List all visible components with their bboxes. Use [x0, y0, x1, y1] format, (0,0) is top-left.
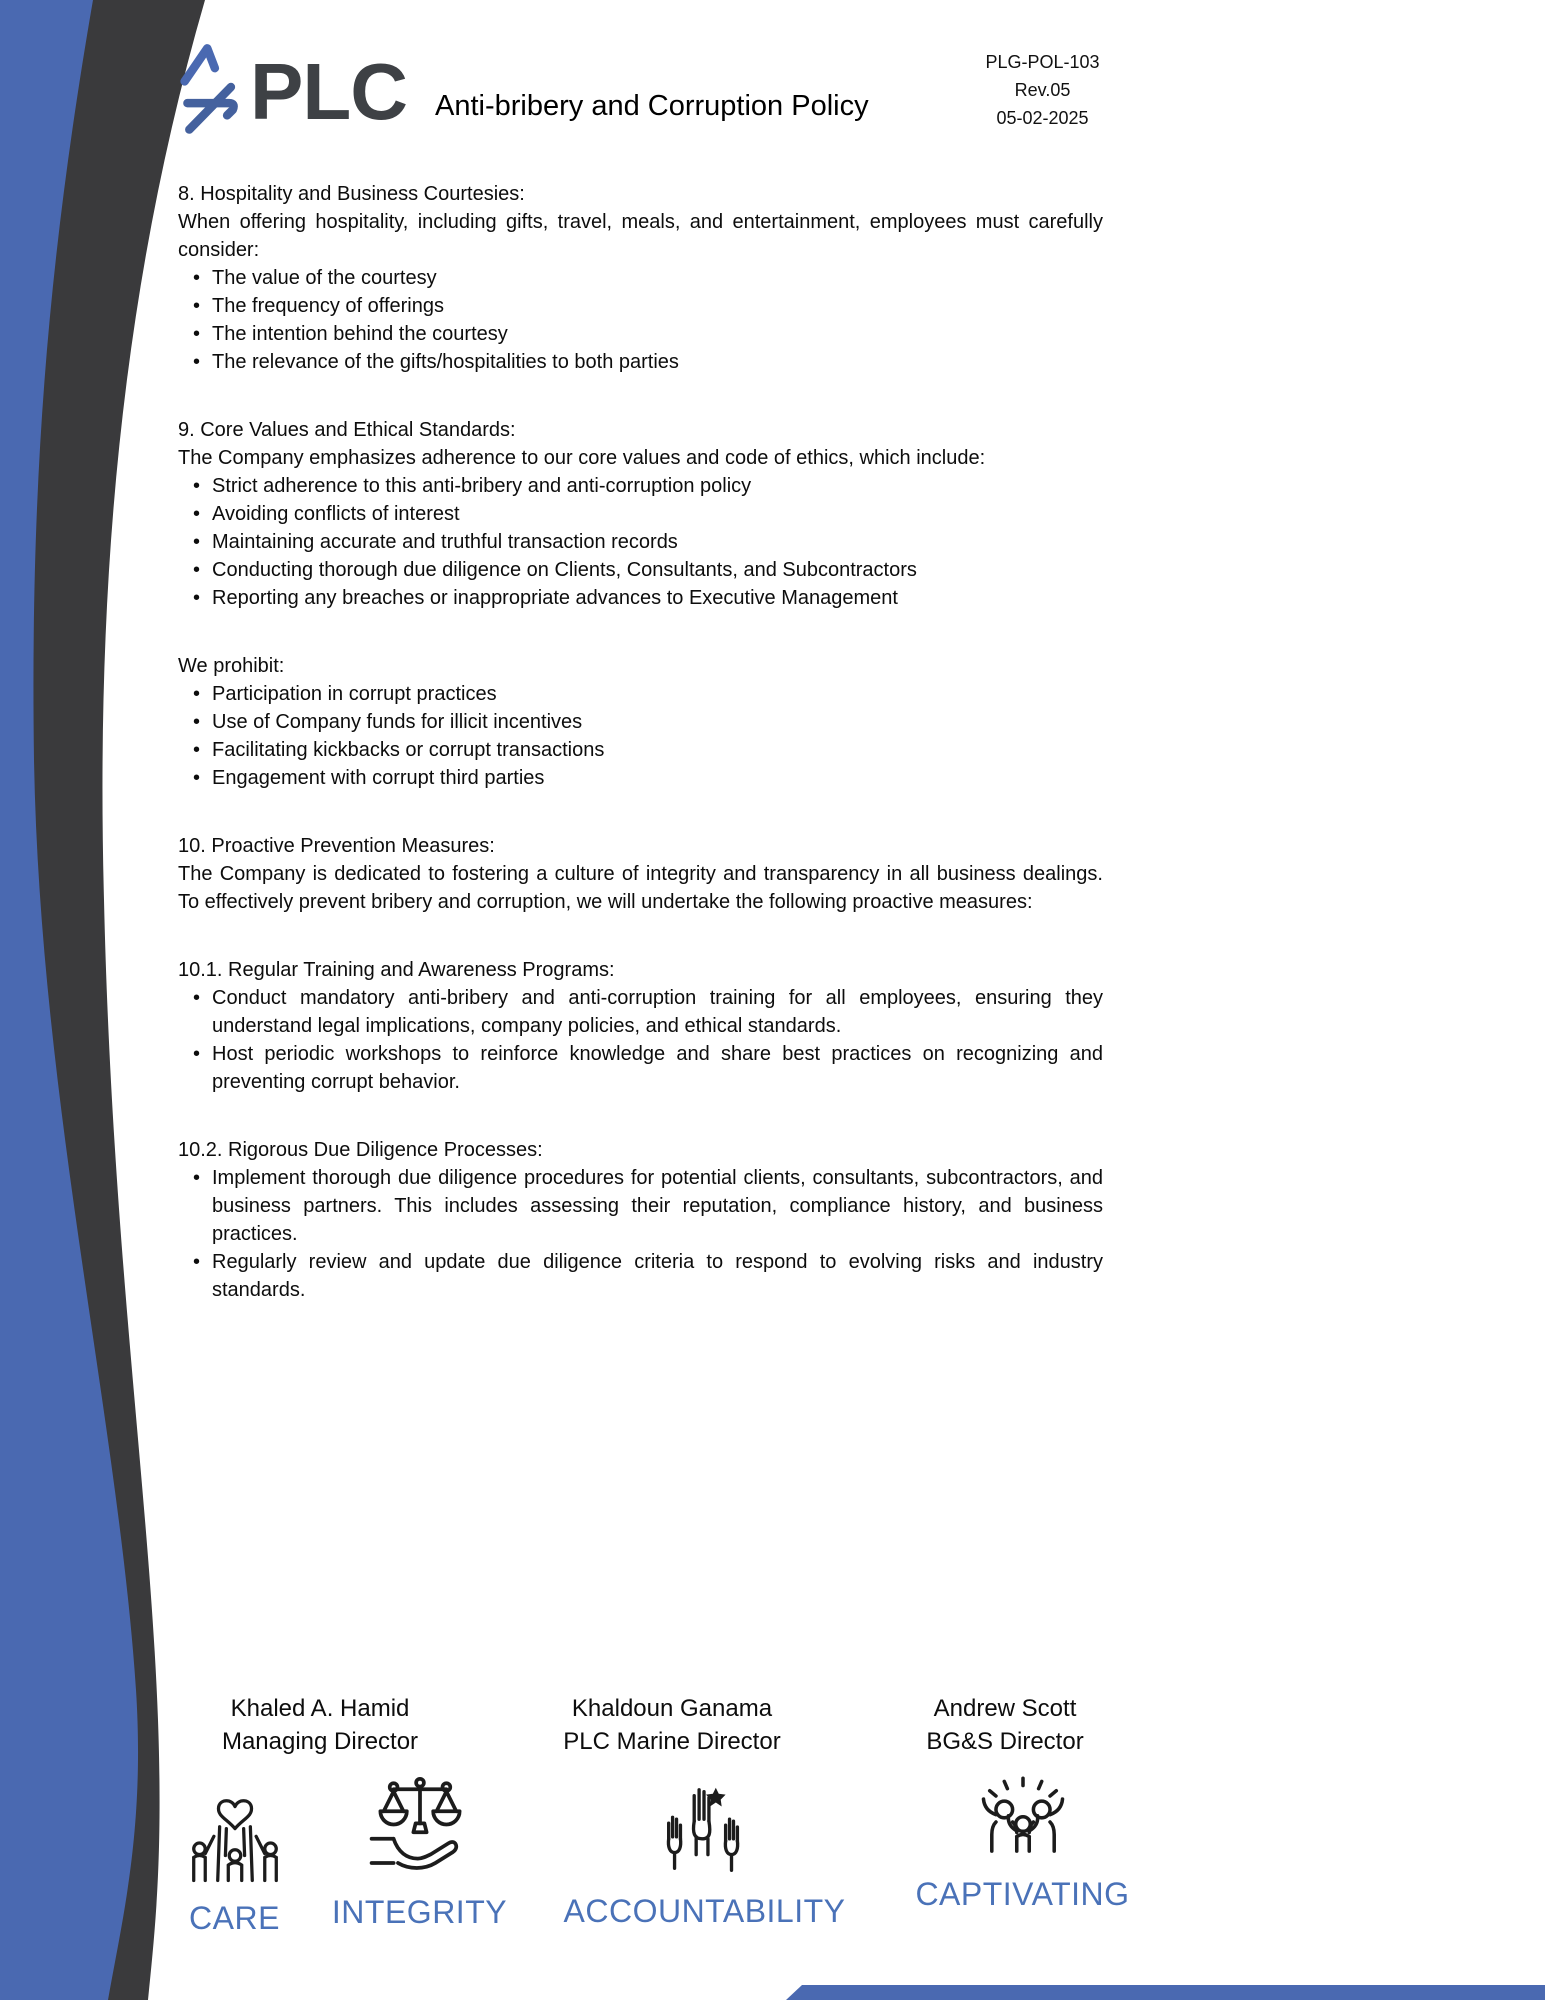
section-we-prohibit — [178, 652, 1103, 792]
section-10-2 — [178, 1136, 1103, 1304]
bullet-item: • Avoiding conflicts of interest — [178, 500, 1103, 528]
signatory-title: PLC Marine Director — [563, 1728, 781, 1755]
plc-logo-icon — [178, 42, 246, 134]
signatory-title: BG&S Director — [926, 1728, 1084, 1755]
value-label: INTEGRITY — [331, 1894, 508, 1930]
bullet-list — [178, 472, 1103, 612]
page-title: Anti-bribery and Corruption Policy — [435, 90, 869, 122]
bullet-item: • Regularly review and update due diligence criteria to respond to evolving risks and industry standards. — [178, 1248, 1103, 1304]
bullet-list — [178, 680, 1103, 792]
value-captivating — [895, 1776, 1150, 1913]
plc-logo-text: PLC — [250, 47, 407, 136]
value-accountability — [552, 1775, 857, 1930]
bullet-item: • The intention behind the courtesy — [178, 320, 1103, 348]
section-heading: 9. Core Values and Ethical Standards: — [178, 419, 516, 441]
signature-block-1 — [180, 1692, 460, 1758]
bottom-accent-bar — [786, 1985, 1545, 2000]
bullet-item: • Participation in corrupt practices — [178, 680, 1103, 708]
value-care — [152, 1794, 317, 1937]
bullet-item: • The value of the courtesy — [178, 264, 1103, 292]
signature-block-3 — [865, 1692, 1145, 1758]
value-label: CAPTIVATING — [915, 1876, 1130, 1912]
bullet-item: • Facilitating kickbacks or corrupt transactions — [178, 736, 1103, 764]
section-heading: 8. Hospitality and Business Courtesies: — [178, 183, 525, 205]
bullet-item: • Maintaining accurate and truthful transaction records — [178, 528, 1103, 556]
value-label: CARE — [189, 1900, 280, 1936]
celebrating-people-icon — [971, 1776, 1075, 1870]
document-revision: Rev.05 — [1014, 80, 1071, 100]
section-9 — [178, 416, 1103, 612]
signatory-title: Managing Director — [221, 1728, 419, 1755]
section-heading: 10. Proactive Prevention Measures: — [178, 835, 495, 857]
signatory-name: Andrew Scott — [933, 1695, 1077, 1722]
bullet-item: • Implement thorough due diligence procedures for potential clients, consultants, subcontractors, and business partners. This includes assessing their reputation, compliance history, and business practices. — [178, 1164, 1103, 1248]
section-10-1 — [178, 956, 1103, 1096]
section-10 — [178, 832, 1103, 916]
bullet-item: • Conduct mandatory anti-bribery and anti-corruption training for all employees, ensuring they understand legal implications, company policies, and ethical standards. — [178, 984, 1103, 1040]
signatory-name: Khaldoun Ganama — [571, 1695, 773, 1722]
section-heading: 10.1. Regular Training and Awareness Programs: — [178, 959, 615, 981]
document-date: 05-02-2025 — [996, 108, 1089, 128]
section-intro: When offering hospitality, including gifts, travel, meals, and entertainment, employees must carefully consider: — [178, 211, 1103, 261]
bullet-item: • Strict adherence to this anti-bribery and anti-corruption policy — [178, 472, 1103, 500]
bullet-item: • Reporting any breaches or inappropriate advances to Executive Management — [178, 584, 1103, 612]
signature-block-2 — [532, 1692, 812, 1758]
document-info — [950, 48, 1135, 132]
section-intro: The Company emphasizes adherence to our core values and code of ethics, which include: — [178, 447, 986, 469]
section-8 — [178, 180, 1103, 376]
scales-on-hand-icon — [365, 1772, 475, 1888]
bullet-list — [178, 1164, 1103, 1304]
signatory-name: Khaled A. Hamid — [230, 1695, 410, 1722]
policy-body — [178, 180, 1103, 1304]
section-intro: The Company is dedicated to fostering a culture of integrity and transparency in all business dealings. To effectively prevent bribery and corruption, we will undertake the following proactive measures: — [178, 863, 1103, 913]
raised-hands-star-icon — [651, 1775, 759, 1887]
bullet-item: • The frequency of offerings — [178, 292, 1103, 320]
section-heading: 10.2. Rigorous Due Diligence Processes: — [178, 1139, 543, 1161]
heart-with-people-icon — [187, 1794, 283, 1894]
document-id: PLG-POL-103 — [985, 52, 1100, 72]
bullet-list — [178, 264, 1103, 376]
value-integrity — [322, 1772, 517, 1931]
bullet-item: • Engagement with corrupt third parties — [178, 764, 1103, 792]
section-heading: We prohibit: — [178, 655, 285, 677]
value-label: ACCOUNTABILITY — [563, 1893, 846, 1929]
bullet-item: • Host periodic workshops to reinforce knowledge and share best practices on recognizing and preventing corrupt behavior. — [178, 1040, 1103, 1096]
bullet-list — [178, 984, 1103, 1096]
bullet-item: • The relevance of the gifts/hospitalities to both parties — [178, 348, 1103, 376]
bullet-item: • Conducting thorough due diligence on Clients, Consultants, and Subcontractors — [178, 556, 1103, 584]
bullet-item: • Use of Company funds for illicit incentives — [178, 708, 1103, 736]
